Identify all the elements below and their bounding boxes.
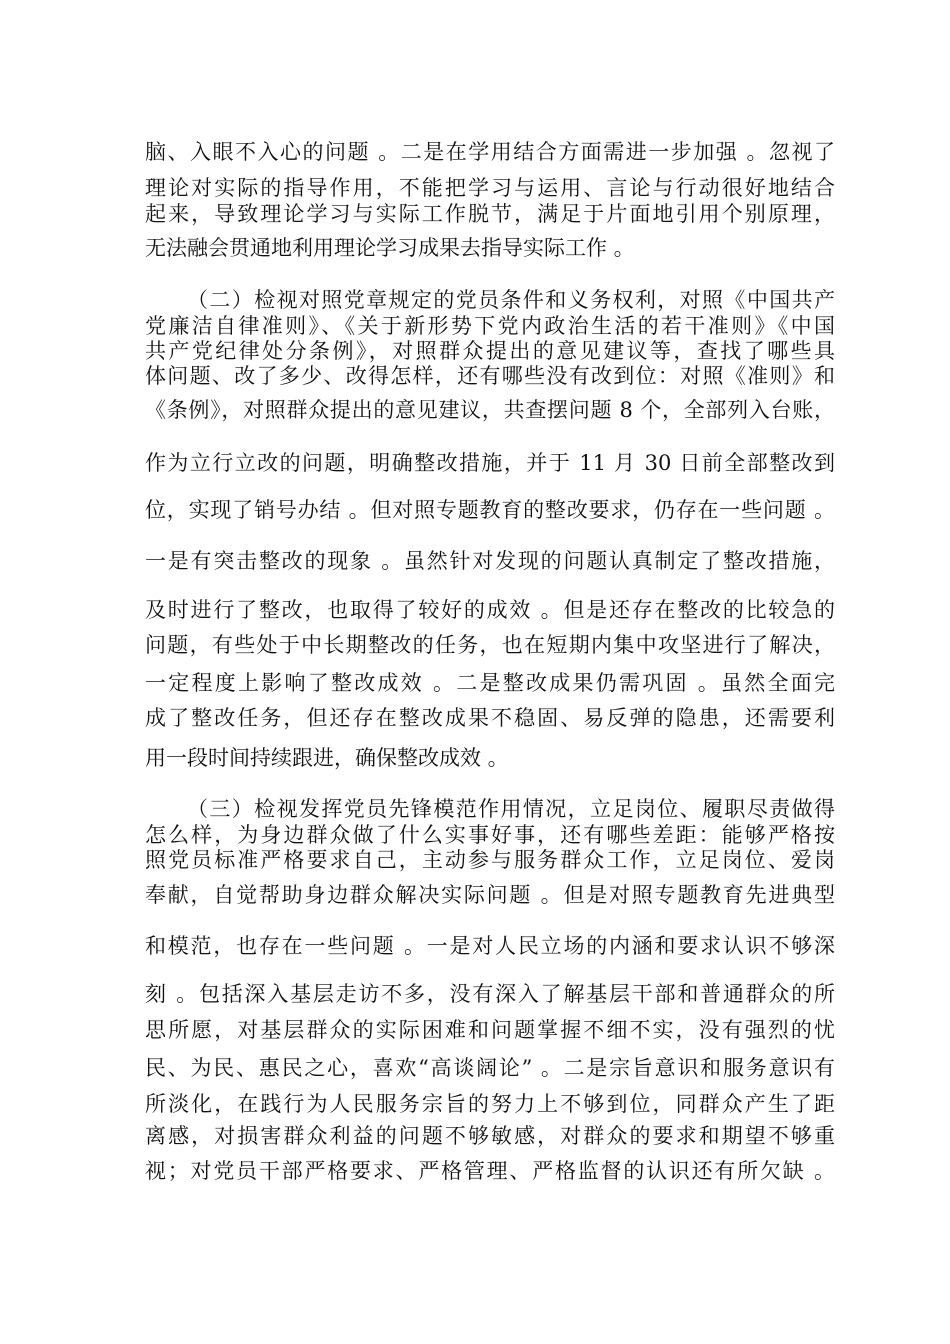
text-line: 一定程度上影响了整改成效 。二是整改成果仍需巩固 。虽然全面完: [145, 671, 835, 695]
text-line: 所淡化，在践行为人民服务宗旨的努力上不够到位，同群众产生了距: [145, 1092, 835, 1116]
text-line: 刻 。包括深入基层走访不多，没有深入了解基层干部和普通群众的所: [145, 982, 835, 1006]
text-line: 理论对实际的指导作用，不能把学习与运用、言论与行动很好地结合: [145, 176, 835, 200]
text-line: 视；对党员干部严格要求、严格管理、严格监督的认识还有所欠缺 。: [145, 1159, 835, 1183]
text-line: 和模范，也存在一些问题 。一是对人民立场的内涵和要求认识不够深: [145, 934, 835, 958]
text-line: 照党员标准严格要求自己，主动参与服务群众工作，立足岗位、爱岗: [145, 848, 835, 872]
text-line: 及时进行了整改，也取得了较好的成效 。但是还存在整改的比较急的: [145, 598, 835, 622]
text-line: 作为立行立改的问题，明确整改措施，并于 11 月 30 日前全部整改到: [145, 451, 835, 475]
text-line: 民、为民、惠民之心，喜欢“高谈阔论” 。二是宗旨意识和服务意识有: [145, 1056, 835, 1080]
text-line: 体问题、改了多少、改得怎样，还有哪些没有改到位：对照《准则》和: [145, 364, 835, 388]
text-line: 离感，对损害群众利益的问题不够敏感，对群众的要求和期望不够重: [145, 1124, 835, 1148]
text-line: 怎么样，为身边群众做了什么实事好事，还有哪些差距：能够严格按: [145, 823, 835, 847]
text-line: 无法融会贯通地利用理论学习成果去指导实际工作 。: [145, 236, 635, 260]
text-line: （二）检视对照党章规定的党员条件和义务权利，对照《中国共产: [187, 288, 835, 312]
text-line: 起来，导致理论学习与实际工作脱节，满足于片面地引用个别原理，: [145, 202, 835, 226]
text-line: （三）检视发挥党员先锋模范作用情况，立足岗位、履职尽责做得: [187, 797, 835, 821]
text-line: 《条例》，对照群众提出的意见建议，共查摆问题 8 个，全部列入台账，: [145, 398, 835, 422]
text-line: 思所愿，对基层群众的实际困难和问题掌握不细不实，没有强烈的忧: [145, 1018, 835, 1042]
text-line: 成了整改任务，但还存在整改成果不稳固、易反弹的隐患，还需要利: [145, 706, 835, 730]
text-line: 问题，有些处于中长期整改的任务，也在短期内集中攻坚进行了解决，: [145, 633, 835, 657]
text-line: 奉献，自觉帮助身边群众解决实际问题 。但是对照专题教育先进典型: [145, 883, 835, 907]
text-line: 位，实现了销号办结 。但对照专题教育的整改要求，仍存在一些问题 。: [145, 498, 835, 522]
text-line: 用一段时间持续跟进，确保整改成效 。: [145, 746, 509, 770]
text-line: 脑、入眼不入心的问题 。二是在学用结合方面需进一步加强 。忽视了: [145, 140, 835, 164]
text-line: 一是有突击整改的现象 。虽然针对发现的问题认真制定了整改措施，: [145, 549, 835, 573]
text-line: 共产党纪律处分条例》，对照群众提出的意见建议等，查找了哪些具: [145, 339, 835, 363]
text-line: 党廉洁自律准则》、《关于新形势下党内政治生活的若干准则》《中国: [145, 314, 835, 338]
